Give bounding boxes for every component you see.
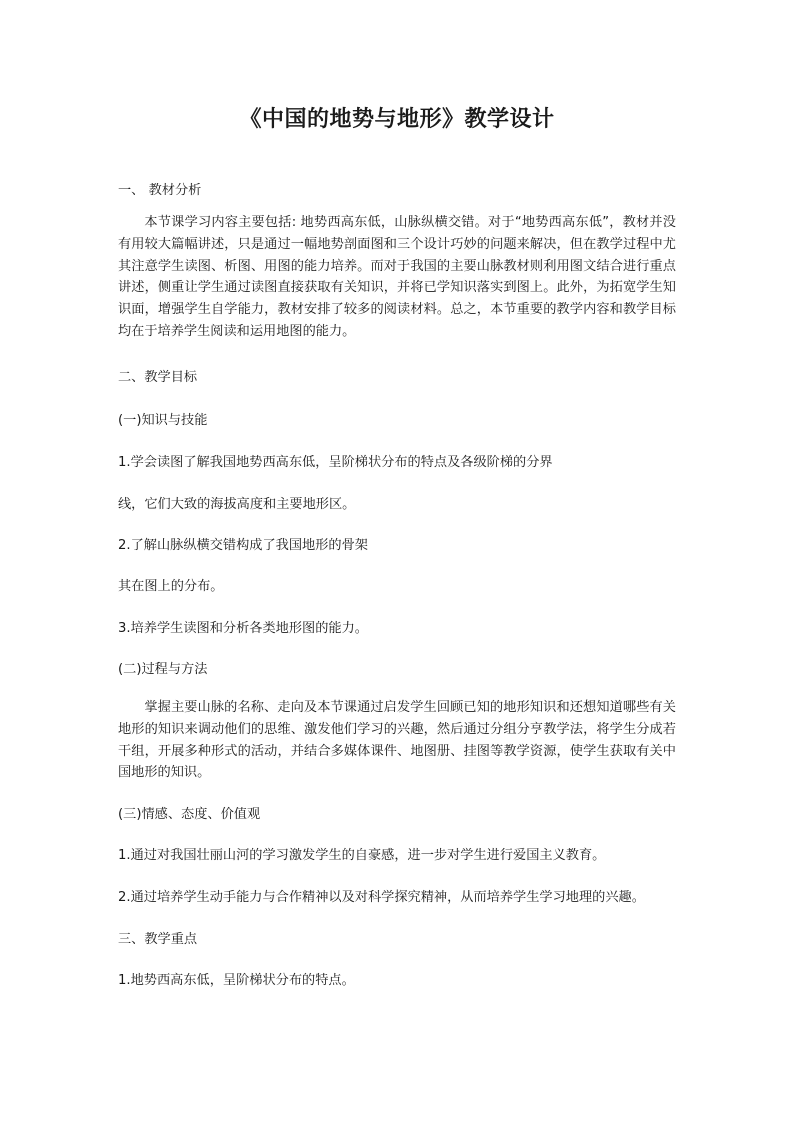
objective-item-2-line-2: 其在图上的分布。 xyxy=(118,579,224,594)
textbook-analysis-paragraph: 本节课学习内容主要包括: 地势西高东低，山脉纵横交错。对于“地势西高东低”，教材并没有用较大篇幅讲述，只是通过一幅地势剖面图和三个设计巧妙的问题来解决，但在教学过程中尤其注意学生读图、析图、用图的能力培养。而对于我国的主要山脉教材则利用图文结合进行重点讲述，侧重让学生通过读图直接获取有关知识，并将已学知识落实到图上。此外，为拓宽学生知识面，增强学生自学能力，教材安排了较多的阅读材料。总之，本节重要的教学内容和教学目标均在于培养学生阅读和运用地图的能力。 xyxy=(118,215,676,339)
objective-item-3: 3.培养学生读图和分析各类地形图的能力。 xyxy=(118,621,368,636)
process-methods-paragraph: 掌握主要山脉的名称、走向及本节课通过启发学生回顾已知的地形知识和还想知道哪些有关地形的知识来调动他们的思维、激发他们学习的兴趣，然后通过分组分亨教学法，将学生分成若干组，开展多种形式的活动，并结合多媒体课件、地图册、挂图等教学资源，使学生获取有关中国地形的知识。 xyxy=(118,700,676,781)
subheading-knowledge-skills: (一)知识与技能 xyxy=(118,413,208,428)
document-title: 《中国的地势与地形》教学设计 xyxy=(239,107,555,132)
focus-item-1: 1.地势西高东低，呈阶梯状分布的特点。 xyxy=(118,973,355,988)
objective-item-1-line-1: 1.学会读图了解我国地势西高东低，呈阶梯状分布的特点及各级阶梯的分界 xyxy=(118,455,553,470)
values-item-2: 2.通过培养学生动手能力与合作精神以及对科学探究精神，从而培养学生学习地理的兴趣。 xyxy=(118,890,645,905)
values-item-1: 1.通过对我国壮丽山河的学习激发学生的自豪感，进一步对学生进行爱国主义教育。 xyxy=(118,848,606,863)
subheading-process-methods: (二)过程与方法 xyxy=(118,662,208,677)
section-heading-textbook-analysis: 一、 教材分析 xyxy=(118,183,202,198)
section-heading-teaching-focus: 三、教学重点 xyxy=(118,932,198,947)
section-heading-teaching-objectives: 二、教学目标 xyxy=(118,370,198,385)
subheading-emotion-attitude-values: (三)情感、态度、价值观 xyxy=(118,807,261,822)
objective-item-1-line-2: 线，它们大致的海拔高度和主要地形区。 xyxy=(118,497,356,512)
objective-item-2-line-1: 2.了解山脉纵横交错构成了我国地形的骨架 xyxy=(118,538,368,553)
